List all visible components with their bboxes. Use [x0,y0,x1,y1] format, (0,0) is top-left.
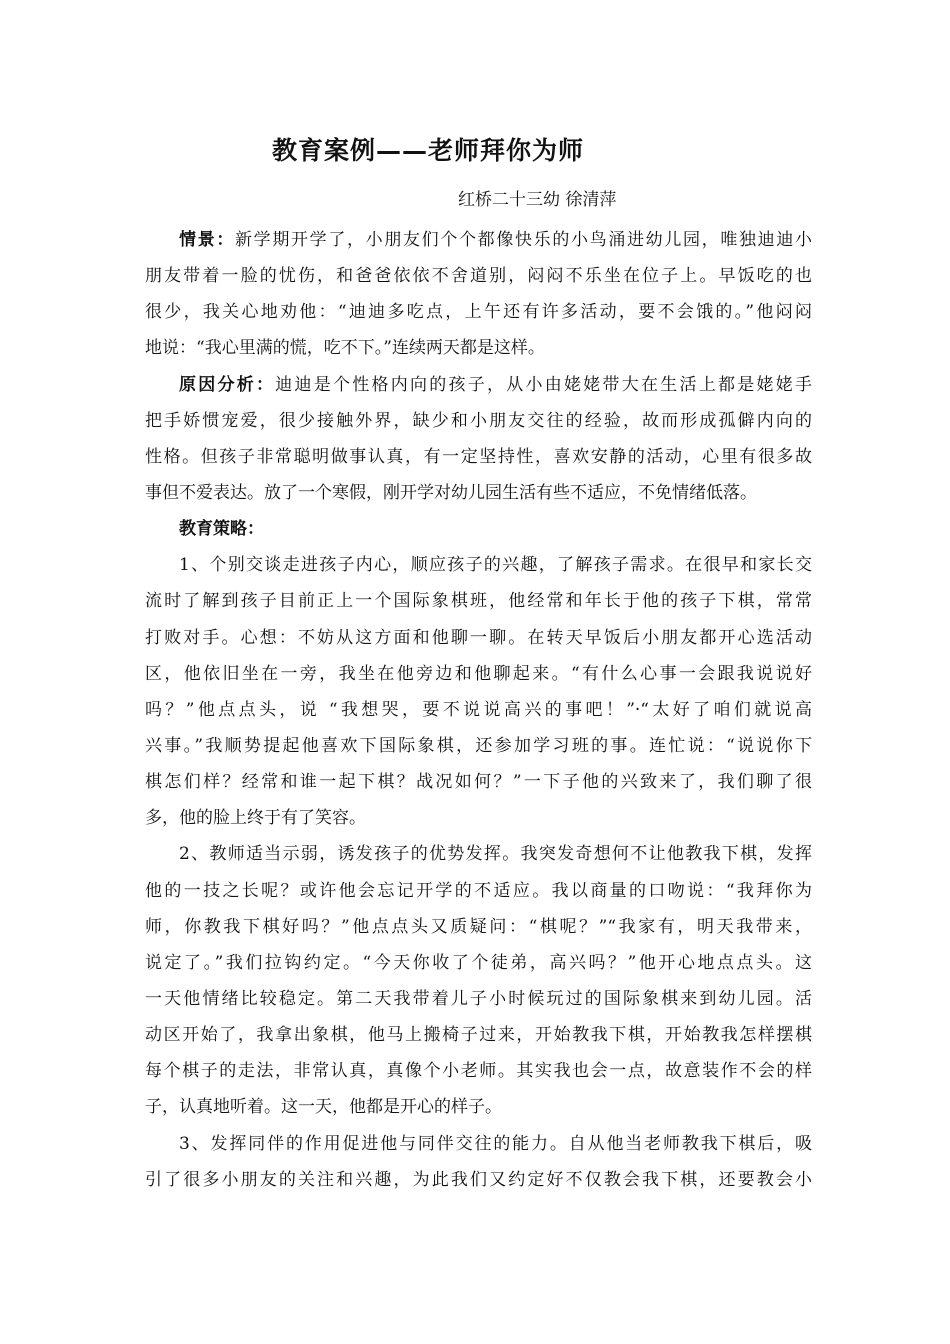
text-line: 2、教师适当示弱，诱发孩子的优势发挥。我突发奇想何不让他教我下棋，发挥 [179,844,812,865]
text-line: 动区开始了，我拿出象棋，他马上搬椅子过来，开始教我下棋，开始教我怎样摆棋 [145,1025,812,1046]
text-line: 3、发挥同伴的作用促进他与同伴交往的能力。自从他当老师教我下棋后，吸 [179,1133,812,1154]
text-line: 多，他的脸上终于有了笑容。 [145,808,366,829]
text-line: 地说：“我心里满的慌，吃不下。”连续两天都是这样。 [145,338,545,359]
text-line: 事但不爱表达。放了一个寒假，刚开学对幼儿园生活有些不适应，不免情绪低落。 [145,482,757,503]
text-line: 一天他情绪比较稳定。第二天我带着儿子小时候玩过的国际象棋来到幼儿园。活 [145,988,812,1009]
text-line: 打败对手。心想：不妨从这方面和他聊一聊。在转天早饭后小朋友都开心选活动 [145,627,812,648]
paragraph-label: 原因分析： [179,374,276,395]
text-line: 吗？”他点点头，说 “我想哭，要不说说高兴的事吧！”·“太好了咱们就说高 [145,699,812,720]
document-author: 红桥二十三幼 徐清萍 [458,190,617,210]
text-line: 朋友带着一脸的忧伤，和爸爸依依不舍道别，闷闷不乐坐在位子上。早饭吃的也 [145,266,812,287]
paragraph-label: 情景： [179,230,235,250]
paragraph-label: 教育策略： [179,519,264,540]
text-line: 把手娇惯宠爱，很少接触外界，缺少和小朋友交往的经验，故而形成孤僻内向的 [145,410,812,431]
line-text: 新学期开学了，小朋友们个个都像快乐的小鸟涌进幼儿园，唯独迪迪小 [235,230,812,250]
text-line: 每个棋子的走法，非常认真，真像个小老师。其实我也会一点，故意装作不会的样 [145,1061,812,1082]
document-title: 教育案例——老师拜你为师 [272,136,585,165]
text-line: 师，你教我下棋好吗？”他点点头又质疑问：“棋呢？”“我家有，明天我带来， [145,916,812,937]
text-line: 子，认真地听着。这一天，他都是开心的样子。 [145,1097,502,1118]
line-text: 迪迪是个性格内向的孩子，从小由姥姥带大在生活上都是姥姥手 [275,374,812,395]
document-body [145,222,812,1198]
text-line: 兴事。”我顺势提起他喜欢下国际象棋，还参加学习班的事。连忙说：“说说你下 [145,735,812,756]
section-heading [145,511,812,547]
text-line: 引了很多小朋友的关注和兴趣，为此我们又约定好不仅教会我下棋，还要教会小 [145,1169,812,1190]
text-line: 流时了解到孩子目前正上一个国际象棋班，他经常和年长于他的孩子下棋，常常 [145,591,812,612]
text-line: 1、个别交谈走进孩子内心，顺应孩子的兴趣，了解孩子需求。在很早和家长交 [179,555,812,576]
text-line [145,367,812,403]
text-line: 棋怎们样？经常和谁一起下棋？战况如何？”一下子他的兴致来了，我们聊了很 [145,772,812,793]
text-line: 区，他依旧坐在一旁，我坐在他旁边和他聊起来。“有什么心事一会跟我说说好 [145,663,812,684]
text-line: 性格。但孩子非常聪明做事认真，有一定坚持性，喜欢安静的活动，心里有很多故 [145,446,812,467]
text-line: 说定了。”我们拉钩约定。“今天你收了个徒弟，高兴吗？”他开心地点点头。这 [145,952,812,973]
text-line: 他的一技之长呢？或许他会忘记开学的不适应。我以商量的口吻说：“我拜你为 [145,880,812,901]
text-line [145,222,812,258]
text-line: 很少，我关心地劝他：“迪迪多吃点，上午还有许多活动，要不会饿的。”他闷闷 [145,302,812,323]
